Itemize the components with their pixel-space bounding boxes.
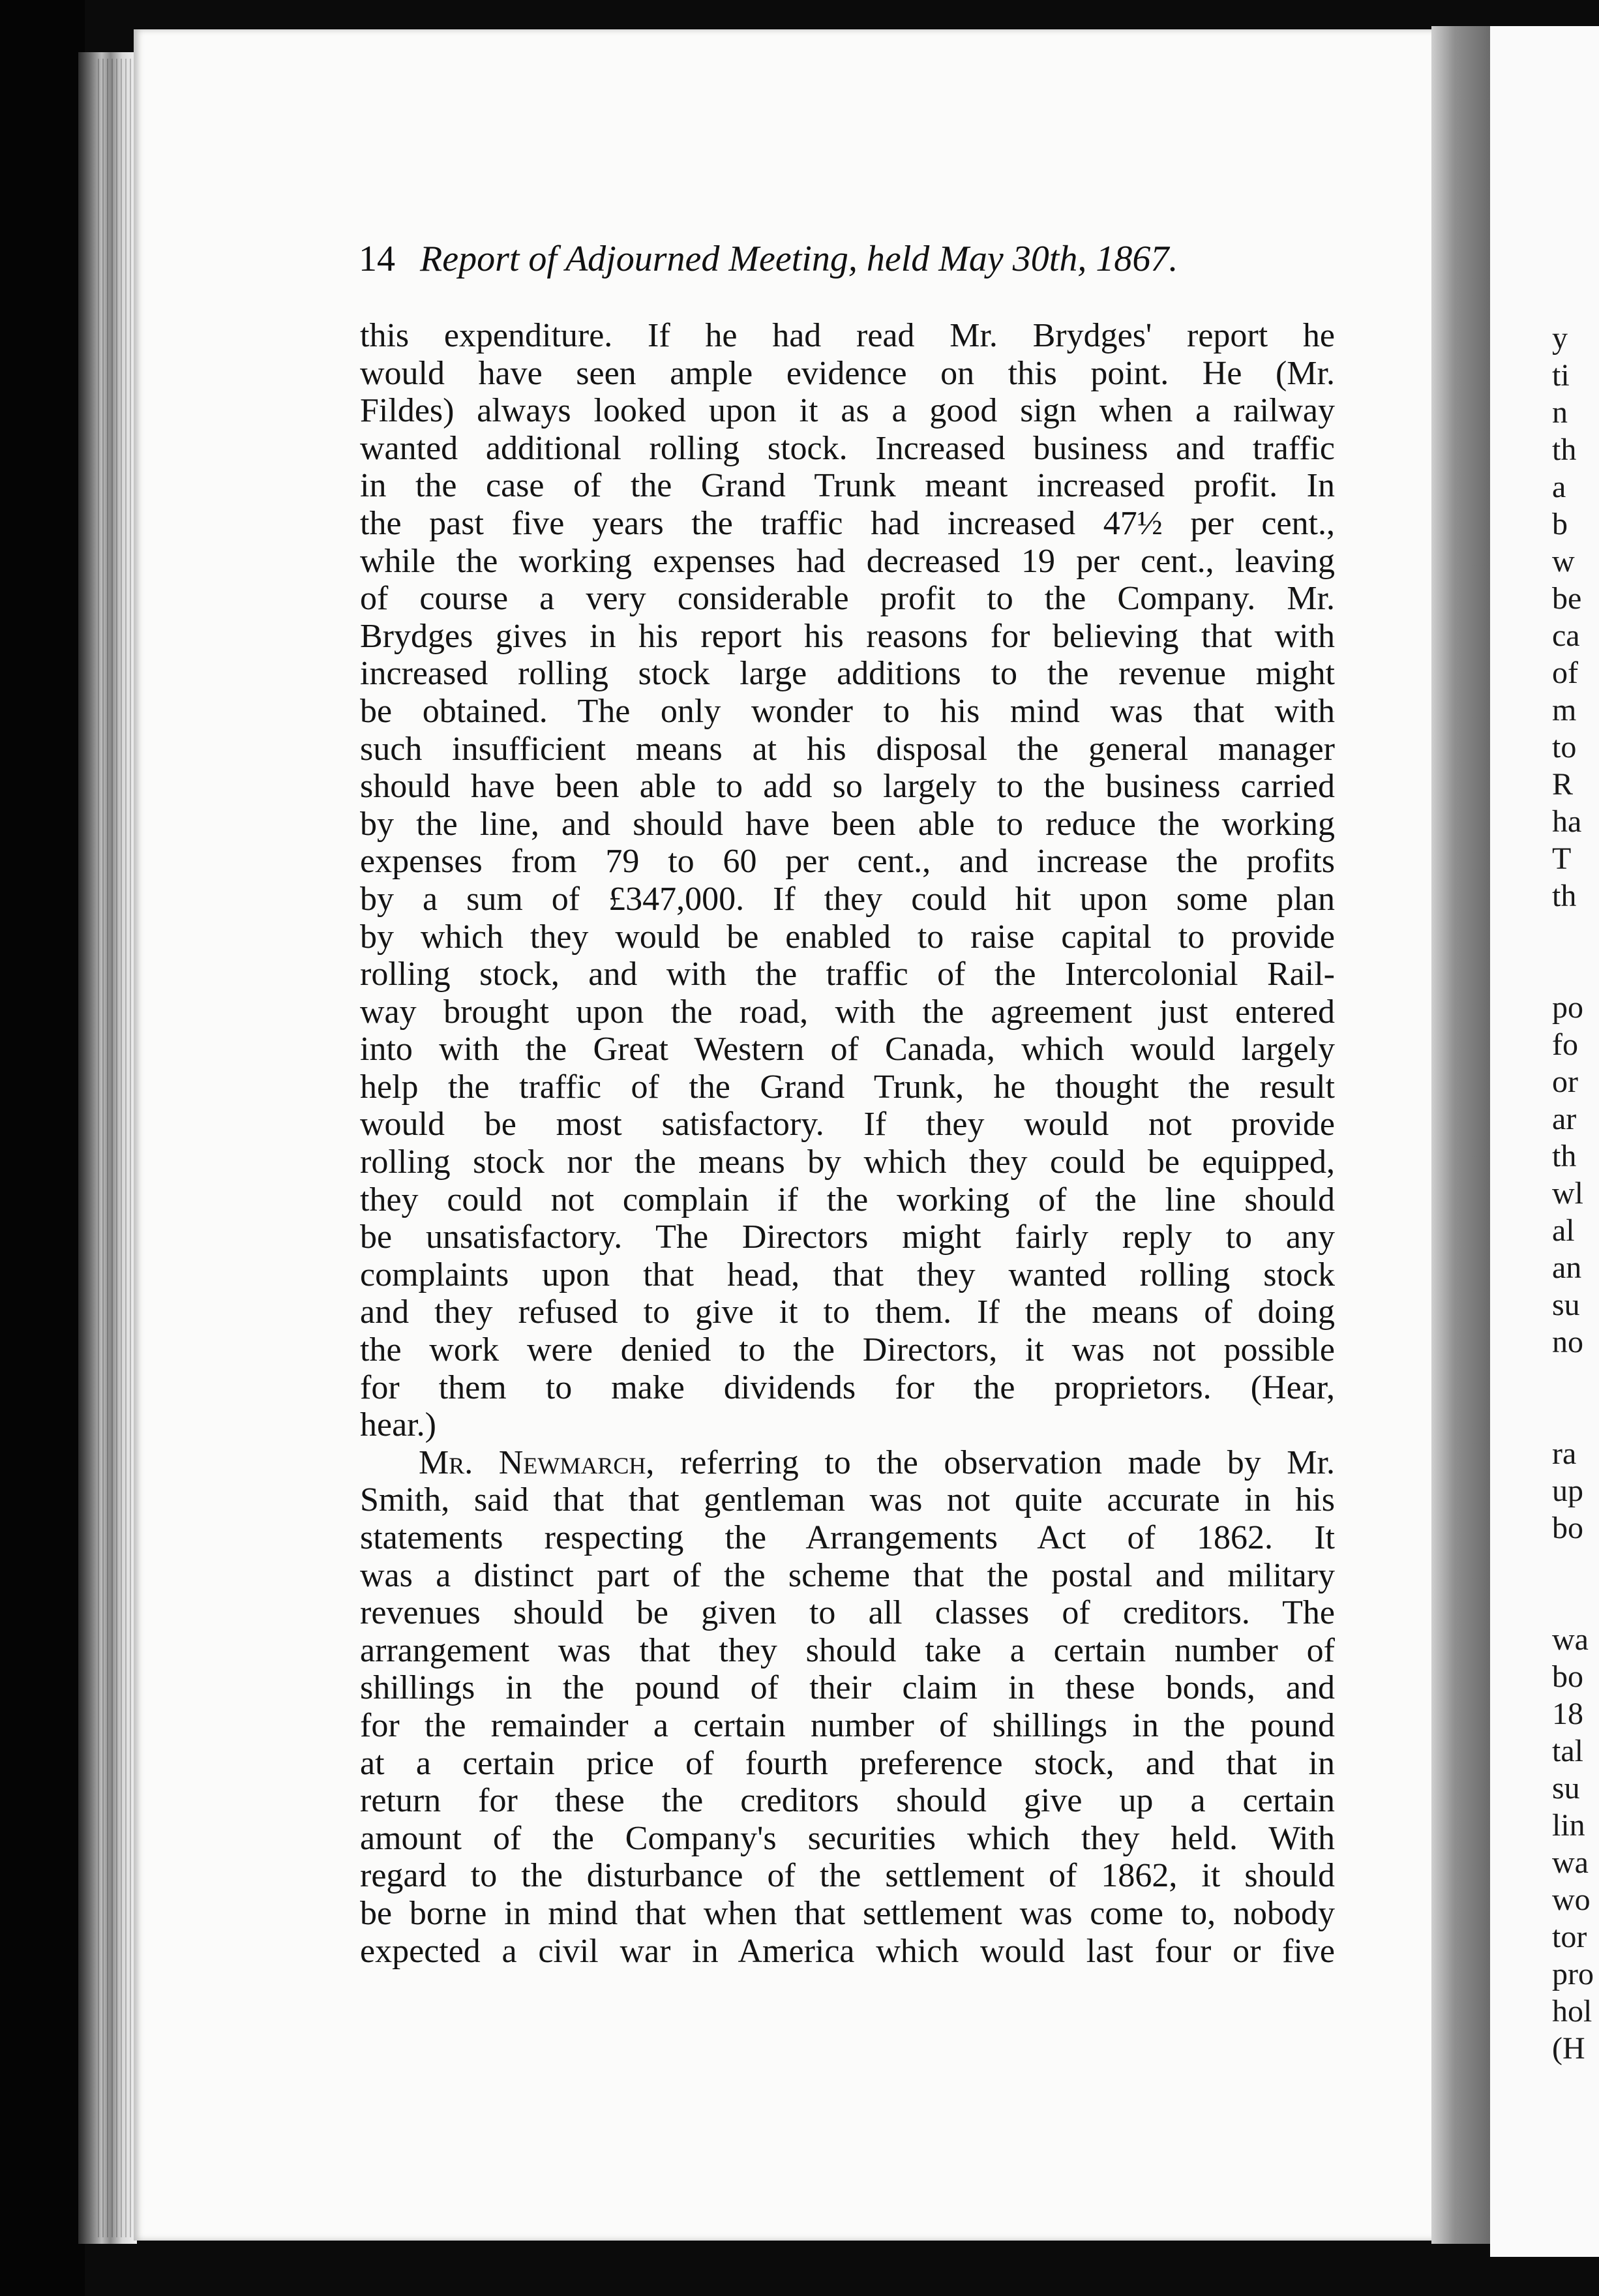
text-line-rest: referring to the observation made by Mr. bbox=[654, 1443, 1335, 1481]
text-line: rolling stock nor the means by which they could be equipped, bbox=[360, 1143, 1335, 1181]
facing-page-fragment: ra bbox=[1552, 1436, 1577, 1471]
text-line: for the remainder a certain number of shillings in the pound bbox=[360, 1706, 1335, 1744]
facing-page-fragment: hol bbox=[1552, 1994, 1592, 2029]
facing-page-text bbox=[1552, 320, 1599, 2067]
facing-page-fragment: su bbox=[1552, 1771, 1580, 1805]
text-line: be obtained. The only wonder to his mind was that with bbox=[360, 692, 1335, 730]
text-line: help the traffic of the Grand Trunk, he thought the result bbox=[360, 1068, 1335, 1106]
facing-page-fragment: th bbox=[1552, 1139, 1577, 1173]
text-line: statements respecting the Arrangements Act of 1862. It bbox=[360, 1519, 1335, 1556]
facing-page-fragment: su bbox=[1552, 1288, 1580, 1322]
facing-page-fragment: tor bbox=[1552, 1920, 1587, 1954]
facing-page-fragment: fo bbox=[1552, 1027, 1578, 1062]
facing-page-fragment bbox=[1552, 1584, 1599, 1621]
text-line: at a certain price of fourth preference stock, and that in bbox=[360, 1744, 1335, 1782]
text-line: the work were denied to the Directors, it was not possible bbox=[360, 1331, 1335, 1369]
text-line: Fildes) always looked upon it as a good sign when a railway bbox=[360, 392, 1335, 430]
text-line: by which they would be enabled to raise capital to provide bbox=[360, 918, 1335, 956]
text-line: be unsatisfactory. The Directors might fairly reply to any bbox=[360, 1218, 1335, 1256]
page-stack-edges bbox=[98, 59, 137, 2237]
page-header bbox=[359, 238, 1246, 280]
facing-page-fragment: 18 bbox=[1552, 1697, 1583, 1731]
facing-page-fragment: th bbox=[1552, 432, 1577, 467]
text-line: such insufficient means at his disposal the general manager bbox=[360, 730, 1335, 768]
facing-page-fragment bbox=[1552, 1361, 1599, 1398]
paragraph-2 bbox=[360, 1444, 1335, 1970]
facing-page-fragment: pro bbox=[1552, 1957, 1594, 1991]
facing-page-fragment: po bbox=[1552, 990, 1583, 1025]
facing-page-fragment: R bbox=[1552, 767, 1574, 802]
text-line: was a distinct part of the scheme that the postal and military bbox=[360, 1556, 1335, 1594]
speaker-name: Mr. Newmarch, bbox=[419, 1443, 655, 1481]
facing-page-fragment bbox=[1552, 1398, 1599, 1435]
text-line: this expenditure. If he had read Mr. Brydges' report he bbox=[360, 317, 1335, 354]
text-line: arrangement was that they should take a certain number of bbox=[360, 1631, 1335, 1669]
text-line: would be most satisfactory. If they would not provide bbox=[360, 1106, 1335, 1143]
facing-page-fragment: w bbox=[1552, 544, 1575, 579]
text-line: and they refused to give it to them. If the means of doing bbox=[360, 1293, 1335, 1331]
text-line: by a sum of £347,000. If they could hit upon some plan bbox=[360, 880, 1335, 918]
facing-page-fragment: T bbox=[1552, 841, 1572, 876]
text-line: regard to the disturbance of the settlement of 1862, it should bbox=[360, 1857, 1335, 1895]
facing-page-fragment: up bbox=[1552, 1473, 1583, 1508]
text-line: wanted additional rolling stock. Increased business and traffic bbox=[360, 429, 1335, 467]
text-line: in the case of the Grand Trunk meant increased profit. In bbox=[360, 467, 1335, 505]
facing-page-fragment: an bbox=[1552, 1250, 1582, 1285]
scan-gutter bbox=[0, 0, 85, 2296]
text-line: expected a civil war in America which would last four or five bbox=[360, 1932, 1335, 1970]
facing-page-fragment: lin bbox=[1552, 1808, 1585, 1843]
text-line: should have been able to add so largely to the business carried bbox=[360, 768, 1335, 806]
text-line: complaints upon that head, that they wanted rolling stock bbox=[360, 1256, 1335, 1293]
facing-page-fragment: m bbox=[1552, 693, 1577, 727]
facing-page-fragment: to bbox=[1552, 730, 1577, 764]
running-head: Report of Adjourned Meeting, held May 30th, 1867. bbox=[420, 239, 1178, 279]
facing-page-fragment: wa bbox=[1552, 1622, 1589, 1657]
facing-page-fragment: wo bbox=[1552, 1882, 1591, 1917]
text-line: of course a very considerable profit to the Company. Mr. bbox=[360, 580, 1335, 618]
text-line: rolling stock, and with the traffic of the Intercolonial Rail- bbox=[360, 956, 1335, 993]
facing-page-fragment: or bbox=[1552, 1065, 1578, 1099]
facing-page-fragment: ti bbox=[1552, 358, 1570, 393]
body-text bbox=[360, 317, 1335, 1970]
facing-page-fragment: of bbox=[1552, 656, 1578, 690]
facing-page-fragment: ha bbox=[1552, 804, 1582, 839]
facing-page-fragment: bo bbox=[1552, 1511, 1583, 1545]
facing-page-fragment: y bbox=[1552, 321, 1568, 355]
text-line: Brydges gives in his report his reasons for believing that with bbox=[360, 617, 1335, 655]
facing-page-fragment: bo bbox=[1552, 1659, 1583, 1694]
page-number: 14 bbox=[359, 239, 395, 279]
text-line: expenses from 79 to 60 per cent., and increase the profits bbox=[360, 843, 1335, 881]
text-line: revenues should be given to all classes of creditors. The bbox=[360, 1594, 1335, 1632]
facing-page-fragment: al bbox=[1552, 1213, 1575, 1248]
text-line: by the line, and should have been able to reduce the working bbox=[360, 805, 1335, 843]
page-gutter-shadow bbox=[1431, 26, 1490, 2244]
paragraph-1 bbox=[360, 317, 1335, 1444]
facing-page-fragment: be bbox=[1552, 581, 1582, 616]
text-line: while the working expenses had decreased 19 per cent., leaving bbox=[360, 542, 1335, 580]
facing-page-fragment bbox=[1552, 914, 1599, 952]
text-line: would have seen ample evidence on this point. He (Mr. bbox=[360, 354, 1335, 392]
facing-page-fragment bbox=[1552, 1547, 1599, 1584]
text-line: increased rolling stock large additions to the revenue might bbox=[360, 655, 1335, 693]
text-line: be borne in mind that when that settlement was come to, nobody bbox=[360, 1894, 1335, 1932]
text-line: hear.) bbox=[360, 1406, 436, 1444]
facing-page-fragment: th bbox=[1552, 879, 1577, 913]
text-line: way brought upon the road, with the agreement just entered bbox=[360, 993, 1335, 1031]
facing-page-fragment: tal bbox=[1552, 1734, 1583, 1768]
facing-page-fragment: a bbox=[1552, 470, 1566, 504]
facing-page-fragment: n bbox=[1552, 395, 1568, 430]
text-line: Smith, said that that gentleman was not quite accurate in his bbox=[360, 1481, 1335, 1519]
facing-page-fragment bbox=[1552, 952, 1599, 989]
text-line: they could not complain if the working of the line should bbox=[360, 1181, 1335, 1218]
facing-page-fragment: no bbox=[1552, 1325, 1583, 1359]
facing-page-fragment: (H bbox=[1552, 2031, 1585, 2066]
text-line: shillings in the pound of their claim in these bonds, and bbox=[360, 1669, 1335, 1707]
facing-page-fragment: wl bbox=[1552, 1176, 1583, 1211]
text-line: the past five years the traffic had increased 47½ per cent., bbox=[360, 504, 1335, 542]
text-line: into with the Great Western of Canada, which would largely bbox=[360, 1031, 1335, 1068]
text-line: for them to make dividends for the proprietors. (Hear, bbox=[360, 1368, 1335, 1406]
facing-page-fragment: ar bbox=[1552, 1102, 1577, 1136]
facing-page-fragment: ca bbox=[1552, 618, 1580, 653]
text-line: return for these the creditors should give up a certain bbox=[360, 1782, 1335, 1820]
facing-page-fragment: b bbox=[1552, 507, 1568, 541]
text-line bbox=[360, 1444, 1335, 1482]
facing-page-fragment: wa bbox=[1552, 1845, 1589, 1880]
text-line: amount of the Company's securities which they held. With bbox=[360, 1819, 1335, 1857]
